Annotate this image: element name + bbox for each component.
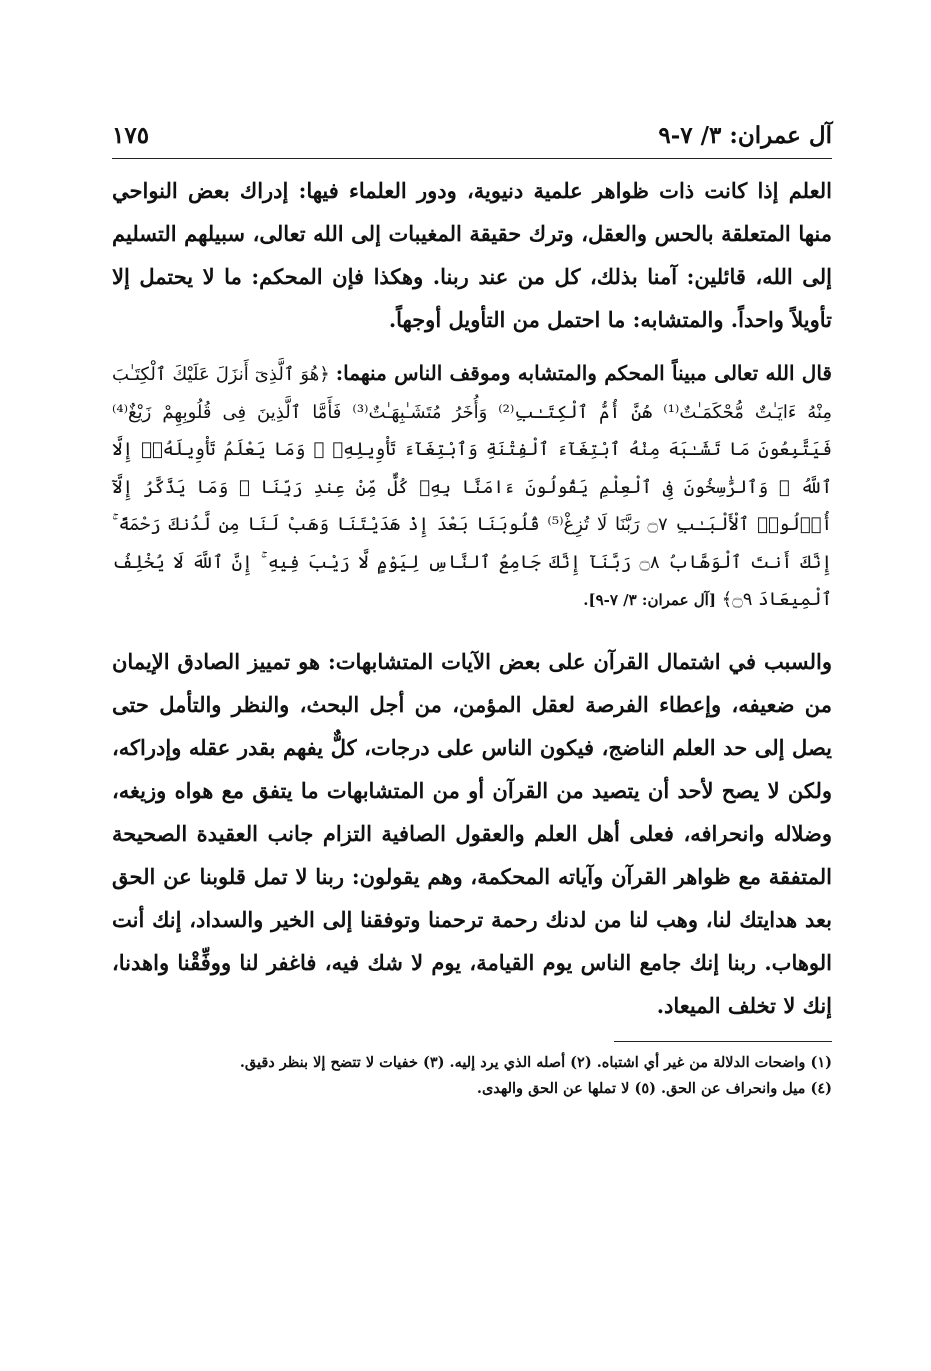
text-line: وإدراكه، ولكن لا يصح لأحد أن يتصيد من القرآن أو من المتشابهات ما يتفق مع: [112, 734, 832, 803]
footnote-line: (٤) ميل وانحراف عن الحق. (٥) لا تملها عن الحق والهدى.: [476, 1079, 832, 1097]
page-header: [112, 118, 832, 159]
text-line: حتى يصل إلى حد العلم الناضج، فيكون الناس على درجات، كلٌّ يفهم بقدر عقله: [112, 691, 832, 760]
text-line: والسداد، إنك أنت الوهاب. ربنا إنك جامع الناس يوم القيامة، يوم لا شك فيه،: [112, 906, 833, 975]
text-line: قلوبنا عن الحق بعد هدايتك لنا، وهب لنا من لدنك رحمة ترحمنا وتوفقنا إلى الخير: [112, 863, 832, 932]
quran-verse-block: [112, 355, 832, 620]
book-page: [112, 118, 832, 1102]
paragraph-intro: [112, 169, 832, 341]
page-number: ١٧٥: [112, 122, 150, 149]
text-line: فاغفر لنا ووفِّقْنا واهدنا، إنك لا تخلف الميعاد.: [112, 949, 832, 1018]
footnote-divider: [614, 1041, 832, 1042]
verse-reference: [آل عمران: ٣/ ٧-٩].: [583, 591, 716, 609]
text-line: تأويلاً واحداً. والمتشابه: ما احتمل من التأويل أوجهاً.: [388, 307, 832, 332]
text-line: العقيدة الصحيحة المتفقة مع ظواهر القرآن وآياته المحكمة، وهم يقولون: ربنا لا تمل: [112, 820, 832, 889]
text-line: الله، قائلين: آمنا بذلك، كل من عند ربنا. وهكذا فإن المحكم: ما لا يحتمل إلا: [112, 264, 793, 289]
footnotes: [112, 1050, 832, 1102]
verse-text: ﴿هُوَ ٱلَّذِىٓ أَنزَلَ عَلَيْكَ ٱلْكِتَـٰبَ مِنْهُ ءَايَـٰتٌ مُّحْكَمَـٰتٌ⁽¹⁾ هُنَّ أُمُّ ٱلْكِتَـٰبِ⁽²⁾ وَأُخَرُ مُتَشَـٰبِهَـٰتٌ⁽³⁾ فَأَمَّا ٱلَّذِينَ فِى قُلُوبِهِمْ زَيْغٌ⁽⁴⁾ فَيَتَّبِعُونَ مَا تَشَـٰبَهَ مِنْهُ ٱبْتِغَآءَ ٱلْفِتْنَةِ وَٱبْتِغَآءَ تَأْوِيلِهِۦ ۗ وَمَا يَعْلَمُ تَأْوِيلَهُۥٓ إِلَّا ٱللَّهُ ۗ وَٱلرَّٰسِخُونَ فِى ٱلْعِلْمِ يَقُولُونَ ءَامَنَّا بِهِۦ كُلٌّ مِّنْ عِندِ رَبِّنَا ۗ وَمَا يَذَّكَّرُ إِلَّآ أُو۟لُوا۟ ٱلْأَلْبَـٰبِ ۝٧ رَبَّنَا لَا تُزِغْ⁽⁵⁾ قُلُوبَنَا بَعْدَ إِذْ هَدَيْتَنَا وَهَبْ لَنَا مِن لَّدُنكَ رَحْمَةً ۚ إِنَّكَ أَنتَ ٱلْوَهَّابُ ۝٨ رَبَّنَآ إِنَّكَ جَامِعُ ٱلنَّاسِ لِيَوْمٍ لَّا رَيْبَ فِيهِ ۚ إِنَّ ٱللَّهَ لَا يُخْلِفُ ٱلْمِيعَادَ ۝٩﴾: [112, 364, 832, 610]
running-title: آل عمران: ٣/ ٧-٩: [658, 122, 832, 149]
footnote-line: (١) واضحات الدلالة من غير أي اشتباه. (٢) أصله الذي يرد إليه. (٣) خفيات لا تتضح إلا بنظر دقيق.: [239, 1053, 832, 1071]
text-line: والسبب في اشتمال القرآن على بعض الآيات المتشابهات: هو تمييز الصادق: [177, 648, 833, 674]
paragraph-explanation: [112, 640, 832, 1027]
text-line: منها المتعلقة بالحس والعقل، وترك حقيقة المغيبات إلى الله تعالى، سبيلهم التسليم إلى: [112, 221, 832, 289]
text-line: الإيمان من ضعيفه، وإعطاء الفرصة لعقل المؤمن، من أجل البحث، والنظر والتأمل: [112, 648, 832, 717]
verse-intro: قال الله تعالى مبيناً المحكم والمتشابه وموقف الناس منهما:: [335, 361, 832, 385]
text-line: هواه وزيغه، وضلاله وانحرافه، فعلى أهل العلم والعقول الصافية التزام جانب: [112, 777, 833, 846]
text-line: العلم إذا كانت ذات ظواهر علمية دنيوية، ودور العلماء فيها: إدراك بعض النواحي: [112, 178, 832, 203]
